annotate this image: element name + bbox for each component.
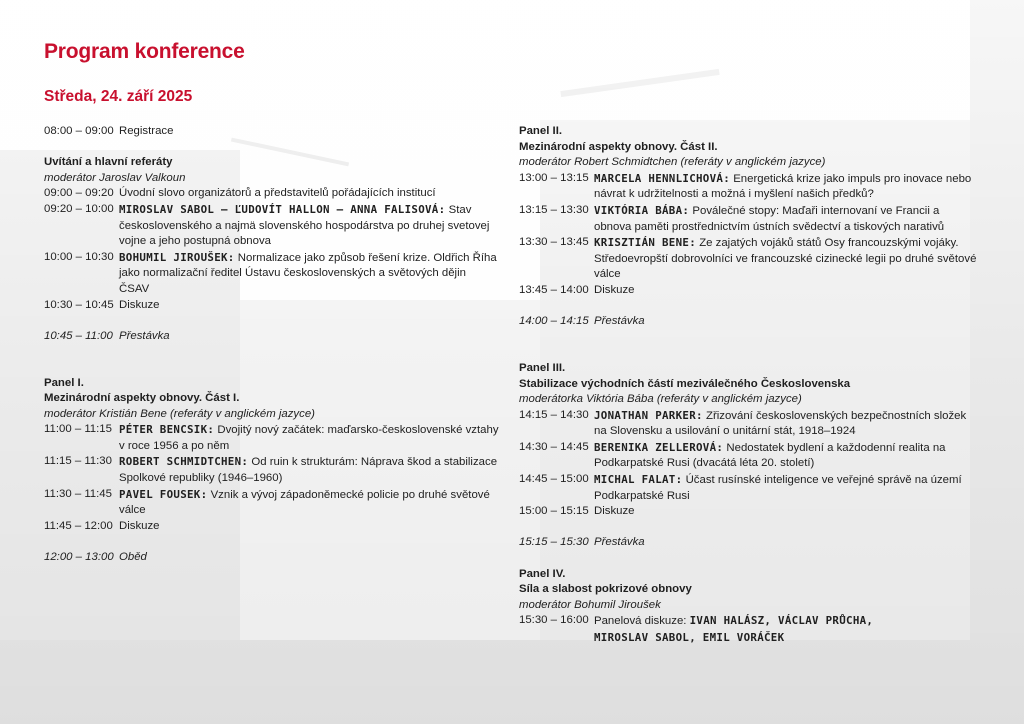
speaker: ROBERT SCHMIDTCHEN: (119, 455, 249, 469)
speaker: MIROSLAV SABOL, EMIL VORÁČEK (594, 631, 785, 644)
panel-label: Panel II. (519, 125, 563, 137)
speaker: VIKTÓRIA BÁBA: (594, 203, 690, 217)
moderator: moderátor Robert Schmidtchen (referáty v anglickém jazyce) (519, 156, 826, 169)
label: Registrace (119, 125, 174, 137)
panel-label: Panel IV. (519, 567, 566, 580)
speaker: MARCELA HENNLICHOVÁ: (594, 171, 731, 185)
time: 08:00 – 09:00 (44, 125, 114, 137)
speaker: BOHUMIL JIROUŠEK: (119, 250, 235, 264)
speaker: PAVEL FOUSEK: (119, 487, 208, 501)
break-row: 10:45 – 11:00 Přestávka (44, 329, 170, 342)
speaker: IVAN HALÁSZ, VÁCLAV PRŮCHA, (689, 614, 874, 628)
moderator: moderátorka Viktória Bába (referáty v anglickém jazyce) (519, 393, 802, 406)
schedule-row: 15:30 – 16:00 Panelová diskuze: IVAN HALÁSZ, VÁCLAV PRŮCHA, MIROSLAV SABOL, EMIL VORÁČEK (519, 614, 874, 644)
panel-heading: Stabilizace východních částí meziválečného Československa (519, 377, 851, 390)
moderator: moderátor Jaroslav Valkoun (44, 171, 186, 184)
right-column (519, 124, 979, 647)
moderator: moderátor Kristián Bene (referáty v anglickém jazyce) (44, 407, 315, 420)
panel-label: Panel I. (44, 376, 84, 389)
schedule-row: 10:30 – 10:45 Diskuze (44, 298, 160, 311)
schedule-row: 14:15 – 14:30 JONATHAN PARKER: Zřizování československých bezpečnostních složek na Slovensku a usilování o unitární stát, 1918–1924 (519, 408, 967, 438)
schedule-row: 11:30 – 11:45 PAVEL FOUSEK: Vznik a vývoj západoněmecké policie po druhé světové válce (44, 487, 490, 517)
schedule-row: 13:45 – 14:00 Diskuze (519, 283, 635, 296)
left-column (44, 124, 499, 566)
registration-row (44, 124, 499, 140)
break-row: 15:15 – 15:30 Přestávka (519, 536, 645, 549)
speaker: PÉTER BENCSIK: (119, 423, 215, 437)
schedule-row: 15:00 – 15:15 Diskuze (519, 505, 635, 518)
speaker: JONATHAN PARKER: (594, 408, 703, 422)
break-row: 12:00 – 13:00 Oběd (44, 551, 147, 564)
break-row: 14:00 – 14:15 Přestávka (519, 315, 645, 328)
conference-date: Středa, 24. září 2025 (44, 88, 193, 105)
speaker: KRISZTIÁN BENE: (594, 236, 697, 250)
schedule-row: 11:45 – 12:00 Diskuze (44, 519, 160, 532)
schedule-row: 09:20 – 10:00 MIROSLAV SABOL – ĽUDOVÍT HALLON – ANNA FALISOVÁ: Stav československého a najmä slovenského hospodárstva po druhej svetovej vojne a jeho postupná obnova (44, 202, 490, 248)
section-heading-welcome: Uvítání a hlavní referáty (44, 156, 173, 169)
schedule-row: 09:00 – 09:20 Úvodní slovo organizátorů a představitelů pořádajících institucí (44, 187, 436, 200)
moderator: moderátor Bohumil Jiroušek (519, 598, 661, 611)
schedule-row: 13:30 – 13:45 KRISZTIÁN BENE: Ze zajatých vojáků států Osy francouzskými vojáky. Středoevropští dobrovolníci ve francouzské cizinecké legii po druhé světové válce (519, 236, 977, 281)
schedule-row: 14:30 – 14:45 BERENIKA ZELLEROVÁ: Nedostatek bydlení a každodenní realita na Podkarpatské Rusi (dvacátá léta 20. století) (519, 440, 946, 470)
panel-heading: Mezinárodní aspekty obnovy. Část I. (44, 392, 240, 405)
speaker: MIROSLAV SABOL – ĽUDOVÍT HALLON – ANNA FALISOVÁ: (119, 202, 446, 216)
speaker: MICHAL FALAT: (594, 473, 683, 487)
schedule-row: 13:00 – 13:15 MARCELA HENNLICHOVÁ: Energetická krize jako impuls pro inovace nebo návrat k udržitelnosti a možná i myšlení našich předků? (519, 171, 972, 201)
panel-heading: Síla a slabost pokrizové obnovy (519, 583, 692, 596)
page-title: Program konference (44, 40, 245, 63)
schedule-row: 11:00 – 11:15 PÉTER BENCSIK: Dvojitý nový začátek: maďarsko-československé vztahy v roce 1956 a po něm (44, 423, 499, 452)
schedule-row: 10:00 – 10:30 BOHUMIL JIROUŠEK: Normalizace jako způsob řešení krize. Oldřich Říha jako normalizační ředitel Ústavu československých a světových dějin ČSAV (44, 250, 497, 295)
schedule-row: 13:15 – 13:30 VIKTÓRIA BÁBA: Poválečné stopy: Maďaři internovaní ve Francii a obnova paměti prostřednictvím ústních svědectví a tiskových narativů (519, 203, 945, 233)
schedule-row: 14:45 – 15:00 MICHAL FALAT: Účast rusínské inteligence ve veřejné správě na území Podkarpatské Rusi (519, 473, 962, 502)
speaker: BERENIKA ZELLEROVÁ: (594, 440, 724, 454)
panel-label: Panel III. (519, 361, 566, 374)
panel-heading: Mezinárodní aspekty obnovy. Část II. (519, 140, 718, 153)
schedule-row: 11:15 – 11:30 ROBERT SCHMIDTCHEN: Od ruin k strukturám: Náprava škod a stabilizace Spolkové republiky (1946–1960) (44, 455, 498, 485)
